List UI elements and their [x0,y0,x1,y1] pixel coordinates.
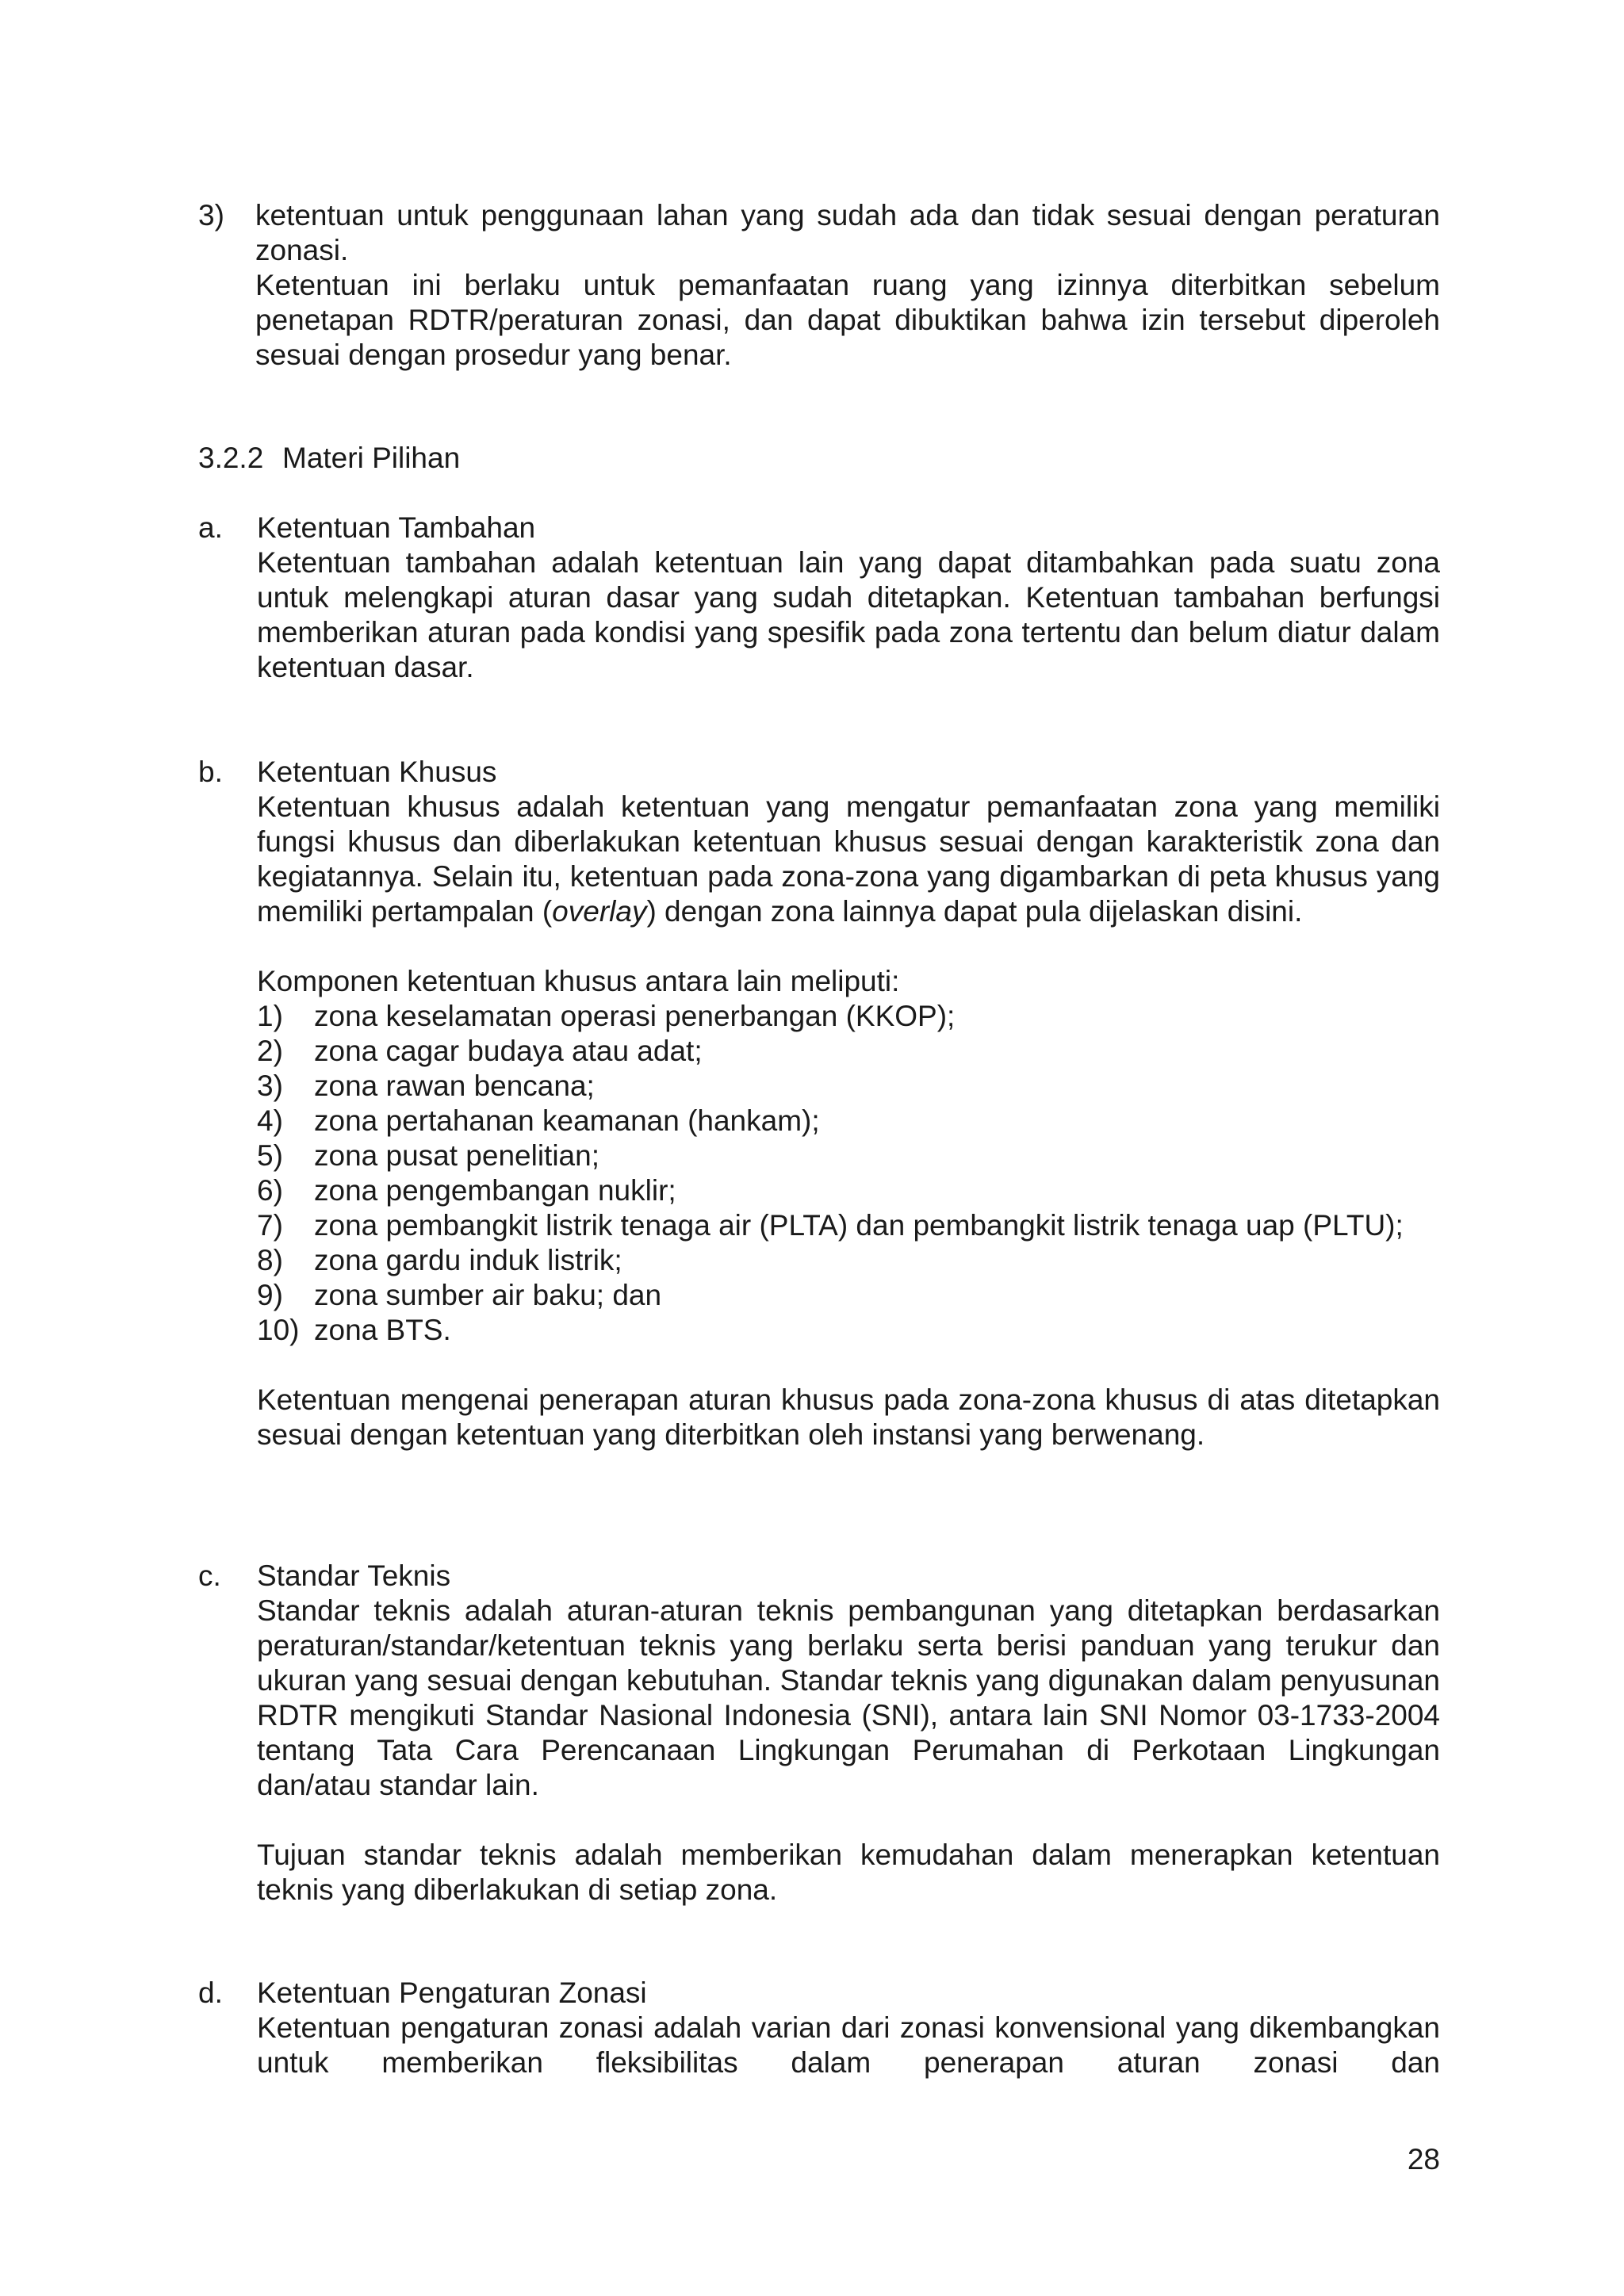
list-text: zona sumber air baku; dan [314,1279,662,1311]
section-letter: b. [198,756,223,788]
section-paragraph: Ketentuan mengenai penerapan aturan khusus pada zona-zona khusus di atas ditetapkan sesuai dengan ketentuan yang diterbitkan oleh instansi yang berwenang. [257,1383,1440,1451]
list-item [257,1243,1440,1278]
section-letter: c. [198,1559,221,1592]
list-text: zona rawan bencana; [314,1070,595,1102]
section-paragraph [257,790,1440,929]
section-c [198,1559,1440,1908]
list-number: 6) [257,1174,283,1207]
list-number: 8) [257,1244,283,1276]
subsection-number: 3.2.2 [198,442,264,474]
list-item [257,999,1440,1034]
section-title: Ketentuan Khusus [257,756,497,788]
section-b [198,755,1440,1452]
subsection-title: Materi Pilihan [282,442,461,474]
list-item [257,1104,1440,1138]
section-paragraph: Tujuan standar teknis adalah memberikan kemudahan dalam menerapkan ketentuan teknis yang diberlakukan di setiap zona. [257,1839,1440,1906]
list-number: 7) [257,1209,283,1242]
list-item [257,1278,1440,1313]
list-text: zona BTS. [314,1314,451,1346]
list-number: 10) [257,1314,300,1346]
list-item [257,1034,1440,1069]
section-d [198,1976,1440,2080]
list-item [257,1208,1440,1243]
section-letter: d. [198,1976,223,2009]
section-letter: a. [198,511,223,544]
item-text: ketentuan untuk penggunaan lahan yang sudah ada dan tidak sesuai dengan peraturan zonasi. [255,199,1440,266]
item-number: 3) [198,199,224,232]
list-text: zona pusat penelitian; [314,1139,599,1172]
list-text: zona keselamatan operasi penerbangan (KKOP); [314,1000,956,1032]
list-text: zona pengembangan nuklir; [314,1174,676,1207]
italic-term: overlay [552,895,647,928]
list-item [257,1069,1440,1104]
list-number: 3) [257,1070,283,1102]
paragraph-text: ) dengan zona lainnya dapat pula dijelaskan disini. [646,895,1303,928]
component-list [257,999,1440,1348]
list-text: zona cagar budaya atau adat; [314,1035,703,1067]
page-number: 28 [1407,2143,1440,2175]
subsection-heading [198,441,460,476]
list-text: zona pertahanan keamanan (hankam); [314,1104,820,1137]
list-number: 2) [257,1035,283,1067]
list-number: 1) [257,1000,283,1032]
numbered-item-3 [198,198,1440,373]
section-a [198,511,1440,685]
item-explanation: Ketentuan ini berlaku untuk pemanfaatan ruang yang izinnya diterbitkan sebelum penetapan RDTR/peraturan zonasi, dan dapat dibuktikan bahwa izin tersebut diperoleh sesuai dengan prosedur yang benar. [255,269,1440,371]
section-title: Standar Teknis [257,1559,451,1592]
section-title: Ketentuan Tambahan [257,511,536,544]
list-number: 4) [257,1104,283,1137]
list-text: zona pembangkit listrik tenaga air (PLTA) dan pembangkit listrik tenaga uap (PLTU); [314,1209,1404,1242]
list-number: 5) [257,1139,283,1172]
list-intro: Komponen ketentuan khusus antara lain meliputi: [257,965,900,997]
list-item [257,1313,1440,1348]
paragraph-text: Ketentuan khusus adalah ketentuan yang mengatur pemanfaatan zona yang memiliki fungsi khusus dan diberlakukan ketentuan khusus sesuai dengan karakteristik zona dan kegiatannya. Selain itu, ketentuan pada zona-zona yang digambarkan di peta khusus yang memiliki pertampalan ( [257,790,1440,928]
section-title: Ketentuan Pengaturan Zonasi [257,1976,647,2009]
list-item [257,1138,1440,1173]
section-paragraph: Standar teknis adalah aturan-aturan teknis pembangunan yang ditetapkan berdasarkan peraturan/standar/ketentuan teknis yang berlaku serta berisi panduan yang terukur dan ukuran yang sesuai dengan kebutuhan. Standar teknis yang digunakan dalam penyusunan RDTR mengikuti Standar Nasional Indonesia (SNI), antara lain SNI Nomor 03-1733-2004 tentang Tata Cara Perencanaan Lingkungan Perumahan di Perkotaan Lingkungan dan/atau standar lain. [257,1594,1440,1801]
list-text: zona gardu induk listrik; [314,1244,622,1276]
list-number: 9) [257,1279,283,1311]
section-paragraph: Ketentuan pengaturan zonasi adalah varian dari zonasi konvensional yang dikembangkan untuk memberikan fleksibilitas dalam penerapan aturan zonasi dan [257,2011,1440,2079]
list-item [257,1173,1440,1208]
section-paragraph: Ketentuan tambahan adalah ketentuan lain yang dapat ditambahkan pada suatu zona untuk melengkapi aturan dasar yang sudah ditetapkan. Ketentuan tambahan berfungsi memberikan aturan pada kondisi yang spesifik pada zona tertentu dan belum diatur dalam ketentuan dasar. [257,546,1440,683]
